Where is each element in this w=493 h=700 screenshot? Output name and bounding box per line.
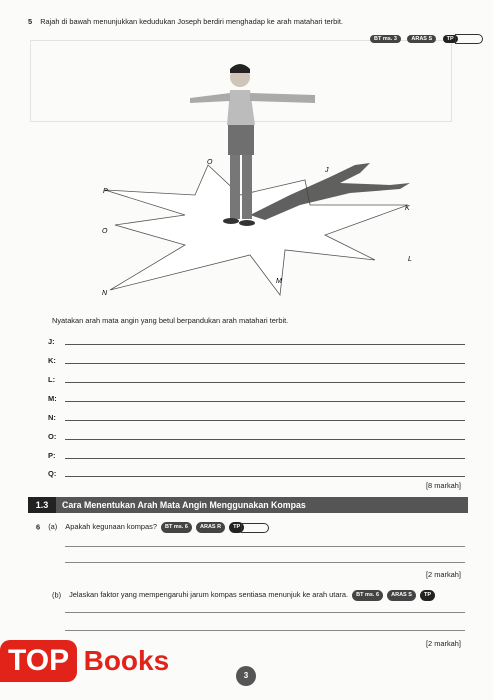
- point-label-n: N: [102, 290, 108, 297]
- answer-label-n: N:: [48, 413, 56, 422]
- q6b-answer-line-2[interactable]: [65, 630, 465, 631]
- answer-line-p[interactable]: [65, 458, 465, 459]
- point-label-l: L: [408, 256, 412, 263]
- compass-star-diagram: [90, 55, 450, 305]
- q5-marks: [8 markah]: [426, 481, 461, 490]
- q6b-header: [52, 590, 472, 601]
- q5-badge-bt: BT ms. 3: [370, 35, 401, 43]
- point-label-k: K: [405, 205, 410, 212]
- answer-line-l[interactable]: [65, 382, 465, 383]
- section-title: Cara Menentukan Arah Mata Angin Menggunakan Kompas: [62, 500, 306, 510]
- answer-line-j[interactable]: [65, 344, 465, 345]
- topbooks-logo: [0, 640, 169, 682]
- logo-top: TOP: [0, 640, 77, 682]
- q6b-badge-aras: ARAS S: [387, 590, 416, 601]
- q6-number: 6: [36, 522, 41, 532]
- q6a-text: Apakah kegunaan kompas?: [65, 522, 157, 532]
- answer-label-o: O:: [48, 432, 57, 441]
- q6a-answer-line-1[interactable]: [65, 546, 465, 547]
- q5-badges: [368, 30, 483, 48]
- q5-instruction: Nyatakan arah mata angin yang betul berpandukan arah matahari terbit.: [52, 316, 289, 325]
- q6a-answer-line-2[interactable]: [65, 562, 465, 563]
- logo-books: Books: [83, 645, 170, 676]
- q5-badge-tp: TP: [443, 35, 458, 43]
- q6b-marks: [2 markah]: [426, 639, 461, 648]
- point-label-o-left: O: [102, 228, 108, 235]
- answer-label-k: K:: [48, 356, 56, 365]
- q6a-badge-bt: BT ms. 6: [161, 522, 192, 533]
- answer-label-p: P:: [48, 451, 56, 460]
- q6b-text: Jelaskan faktor yang mempengaruhi jarum kompas sentiasa menunjuk ke arah utara.: [69, 590, 349, 600]
- q6a-marks: [2 markah]: [426, 570, 461, 579]
- answer-line-q[interactable]: [65, 476, 465, 477]
- q6a-tp-box: [241, 523, 269, 533]
- point-label-j: J: [325, 167, 329, 174]
- answer-label-j: J:: [48, 337, 55, 346]
- answer-label-l: L:: [48, 375, 56, 384]
- point-label-m: M: [276, 278, 282, 285]
- q5-tp-box: [455, 34, 483, 44]
- q6a-badge-aras: ARAS R: [196, 522, 225, 533]
- q6a-badge-tp: TP: [229, 522, 244, 533]
- q5-badge-aras: ARAS S: [407, 35, 436, 43]
- page-number: 3: [236, 666, 256, 686]
- answer-label-m: M:: [48, 394, 57, 403]
- point-label-o-top: O: [207, 159, 213, 166]
- section-number: 1.3: [28, 497, 56, 513]
- q6a-label: (a): [48, 522, 58, 532]
- answer-line-k[interactable]: [65, 363, 465, 364]
- answer-line-n[interactable]: [65, 420, 465, 421]
- answer-line-m[interactable]: [65, 401, 465, 402]
- q6b-badge-bt: BT ms. 6: [352, 590, 383, 601]
- q5-header: [28, 17, 343, 26]
- q5-number: 5: [28, 17, 33, 26]
- q6b-label: (b): [52, 590, 62, 600]
- point-label-p: P: [103, 188, 108, 195]
- answer-line-o[interactable]: [65, 439, 465, 440]
- q5-text: Rajah di bawah menunjukkan kedudukan Joseph berdiri menghadap ke arah matahari terbit.: [40, 17, 343, 26]
- q6a-header: [36, 522, 269, 533]
- q6b-answer-line-1[interactable]: [65, 612, 465, 613]
- answer-label-q: Q:: [48, 469, 57, 478]
- q6b-badge-tp: TP: [420, 590, 435, 601]
